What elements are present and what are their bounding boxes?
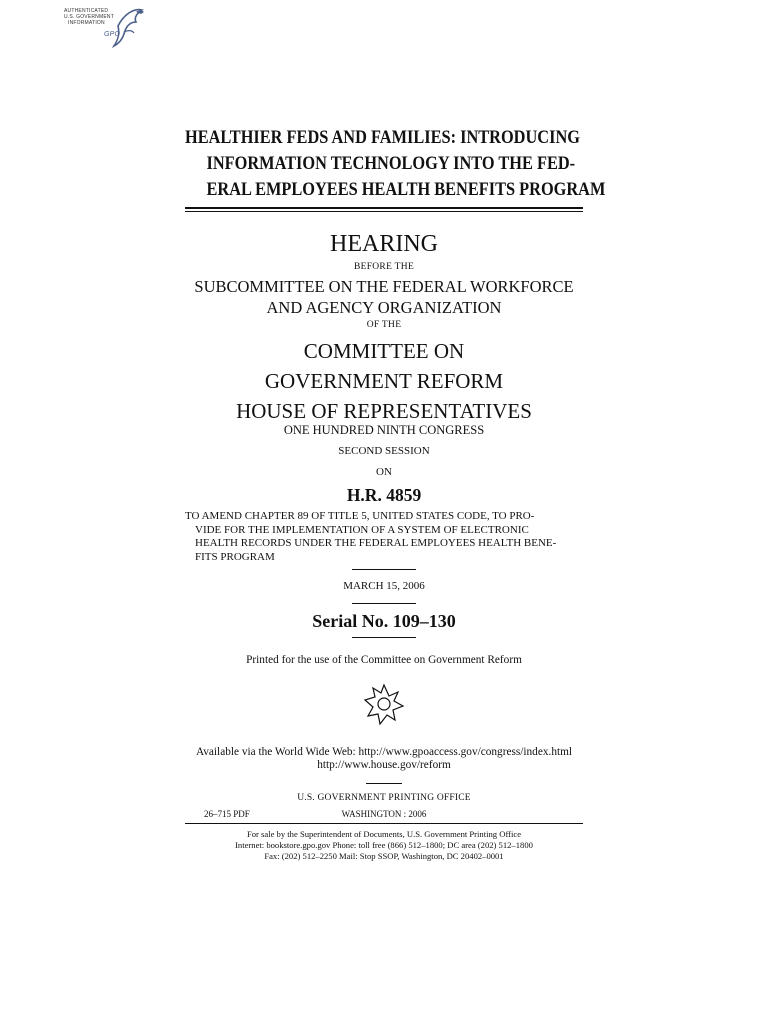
sale-line-1: For sale by the Superintendent of Documents, U.S. Government Printing Office <box>246 829 522 839</box>
document-title <box>185 125 606 203</box>
before-the-label: BEFORE THE <box>353 262 415 272</box>
committee-line-1: COMMITTEE ON <box>303 339 465 363</box>
hearing-heading: HEARING <box>330 231 438 257</box>
bill-description <box>185 510 583 564</box>
title-line-3: ERAL EMPLOYEES HEALTH BENEFITS PROGRAM <box>206 179 606 200</box>
title-rule-bottom <box>185 211 583 212</box>
committee-name <box>185 336 583 426</box>
sale-line-3: Fax: (202) 512–2250 Mail: Stop SSOP, Washington, DC 20402–0001 <box>264 851 504 861</box>
hearing-date: MARCH 15, 2006 <box>343 580 425 592</box>
printing-office-label: U.S. GOVERNMENT PRINTING OFFICE <box>297 793 471 803</box>
subcommittee-line-2: AND AGENCY ORGANIZATION <box>266 298 502 317</box>
serial-number: Serial No. 109–130 <box>312 611 456 631</box>
seal-text-gpo: GPO <box>104 31 121 38</box>
bill-description-line-2: VIDE FOR THE IMPLEMENTATION OF A SYSTEM OF ELECTRONIC <box>195 523 529 536</box>
gpo-ornament-icon <box>362 682 406 726</box>
date-rule-bottom <box>352 603 416 604</box>
title-rule-top <box>185 207 583 209</box>
sale-information <box>160 829 608 862</box>
committee-line-3: HOUSE OF REPRESENTATIVES <box>236 399 532 423</box>
job-number: 26–715 PDF <box>204 809 250 819</box>
of-the-label: OF THE <box>366 320 402 330</box>
sale-line-2: Internet: bookstore.gpo.gov Phone: toll free (866) 512–1800; DC area (202) 512–1800 <box>235 840 533 850</box>
committee-line-2: GOVERNMENT REFORM <box>264 369 504 393</box>
seal-text-information: INFORMATION <box>68 20 105 26</box>
available-web-line-1: Available via the World Wide Web: http://www.gpoaccess.gov/congress/index.html <box>195 746 573 758</box>
title-line-2: INFORMATION TECHNOLOGY INTO THE FED- <box>206 153 576 174</box>
bill-number: H.R. 4859 <box>346 485 422 505</box>
serial-rule <box>352 637 416 638</box>
date-rule-top <box>352 569 416 570</box>
seal-text-authenticated: AUTHENTICATED <box>64 8 109 14</box>
printed-for-note: Printed for the use of the Committee on Government Reform <box>246 654 522 666</box>
seal-text-government: U.S. GOVERNMENT <box>64 14 114 20</box>
gpo-authentication-seal <box>62 6 146 48</box>
subcommittee-line-1: SUBCOMMITTEE ON THE FEDERAL WORKFORCE <box>194 277 574 296</box>
footer-full-rule <box>185 823 583 824</box>
session-label: SECOND SESSION <box>338 445 430 457</box>
subcommittee-name <box>185 276 583 318</box>
footer-short-rule <box>366 783 402 784</box>
title-line-1: HEALTHIER FEDS AND FAMILIES: INTRODUCING <box>185 127 580 148</box>
congress-label: ONE HUNDRED NINTH CONGRESS <box>283 423 485 437</box>
bill-description-line-1: TO AMEND CHAPTER 89 OF TITLE 5, UNITED STATES CODE, TO PRO- <box>185 510 535 522</box>
on-label: ON <box>376 466 392 478</box>
available-web-line-2: http://www.house.gov/reform <box>317 759 451 771</box>
bill-description-line-4: FITS PROGRAM <box>195 550 275 563</box>
eagle-icon <box>112 6 146 48</box>
bill-description-line-3: HEALTH RECORDS UNDER THE FEDERAL EMPLOYEES HEALTH BENE- <box>195 537 557 549</box>
city-year: WASHINGTON : 2006 <box>341 809 427 819</box>
